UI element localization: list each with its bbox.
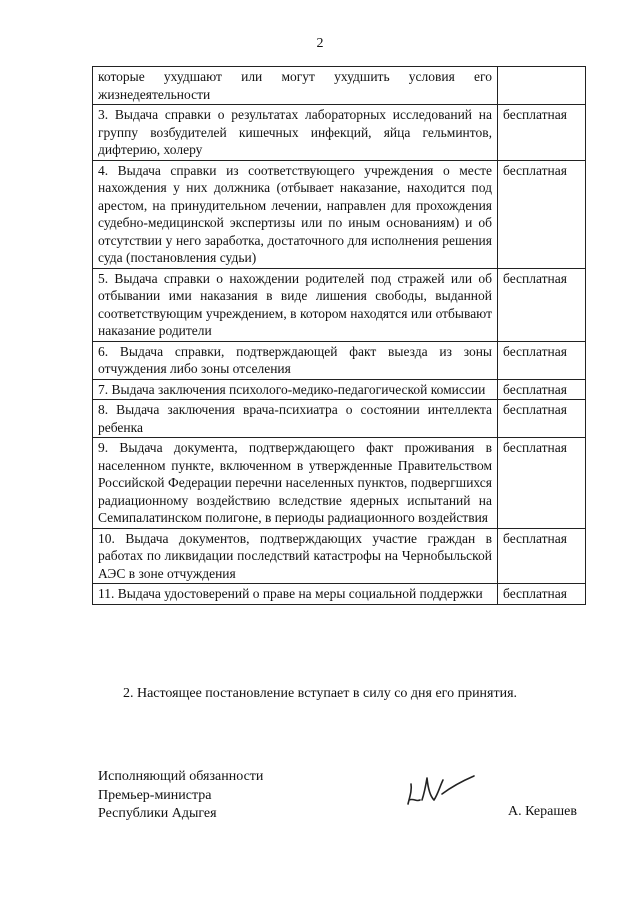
table-row: [93, 67, 586, 105]
page-number: 2: [316, 36, 324, 51]
table-row: [93, 160, 586, 268]
signatory-line-2: Премьер-министра: [98, 787, 212, 803]
service-fee: бесплатная: [498, 268, 586, 341]
table-row: [93, 341, 586, 379]
service-fee: бесплатная: [498, 341, 586, 379]
service-fee: бесплатная: [498, 584, 586, 605]
service-description: 5. Выдача справки о нахождении родителей под стражей или об отбывании ими наказания в виде лишения свободы, выданной соответствующим учреждением, в котором находятся или отбывают наказание родители: [93, 268, 498, 341]
signatory-title: [98, 768, 263, 824]
service-fee: [498, 67, 586, 105]
table-row: [93, 584, 586, 605]
service-description: 4. Выдача справки из соответствующего учреждения о месте нахождения у них должника (отбывает наказание, находится под арестом, на принудительном лечении, направлен для прохождения судебно-медицинской экспертизы или по иным основаниям) и об отсутствии у него заработка, достаточного для исполнения решения суда (постановления судьи): [93, 160, 498, 268]
service-fee: бесплатная: [498, 438, 586, 529]
services-table: [92, 66, 586, 605]
closing-clause: 2. Настоящее постановление вступает в силу со дня его принятия.: [122, 686, 518, 701]
service-description: 3. Выдача справки о результатах лабораторных исследований на группу возбудителей кишечных инфекций, яйца гельминтов, дифтерию, холеру: [93, 105, 498, 161]
table-row: [93, 268, 586, 341]
table-row: [93, 379, 586, 400]
service-fee: бесплатная: [498, 160, 586, 268]
table-row: [93, 528, 586, 584]
service-fee: бесплатная: [498, 379, 586, 400]
service-fee: бесплатная: [498, 400, 586, 438]
signatory-line-3: Республики Адыгея: [98, 806, 217, 821]
service-description: 7. Выдача заключения психолого-медико-педагогической комиссии: [93, 379, 498, 400]
table-row: [93, 105, 586, 161]
service-fee: бесплатная: [498, 105, 586, 161]
service-description: 8. Выдача заключения врача-психиатра о состоянии интеллекта ребенка: [93, 400, 498, 438]
signatory-line-1: Исполняющий обязанности: [98, 769, 264, 784]
service-description: которые ухудшают или могут ухудшить условия его жизнедеятельности: [93, 67, 498, 105]
table-row: [93, 438, 586, 529]
service-description: 9. Выдача документа, подтверждающего факт проживания в населенном пункте, включенном в утвержденные Правительством Российской Федерации перечни населенных пунктов, подвергшихся радиационному воздействию вследствие ядерных испытаний на Семипалатинском полигоне, в периоды радиационного воздействия: [93, 438, 498, 529]
services-table-body: [93, 67, 586, 605]
signer-name: А. Керашев: [508, 804, 577, 819]
service-description: 10. Выдача документов, подтверждающих участие граждан в работах по ликвидации последствий катастрофы на Чернобыльской АЭС в зоне отчуждения: [93, 528, 498, 584]
table-row: [93, 400, 586, 438]
handwritten-signature: [400, 770, 480, 820]
service-fee: бесплатная: [498, 528, 586, 584]
service-description: 6. Выдача справки, подтверждающей факт выезда из зоны отчуждения либо зоны отселения: [93, 341, 498, 379]
service-description: 11. Выдача удостоверений о праве на меры социальной поддержки: [93, 584, 498, 605]
